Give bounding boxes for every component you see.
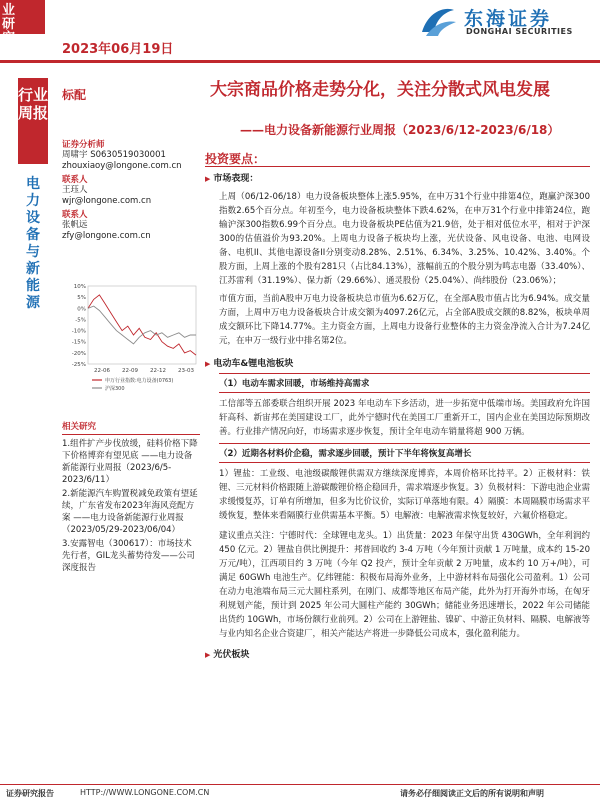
section-heading: 投资要点： xyxy=(205,152,266,166)
y-tick-label: -15% xyxy=(71,339,86,346)
y-tick-label: -25% xyxy=(71,362,86,368)
related-label: 相关研究 xyxy=(62,420,200,435)
recommend-paragraph: 建议重点关注：宁德时代：全球锂电龙头。1）出货量：2023 年保守出货 430GWh，全年利润约 450 亿元。2）锂盐自供比例提升：邦普回收约 3-4 万吨（今年预计贡献 1 万吨量，成本约 15-20 万元/吨），江西项目约 3 万吨（今年 Q2 投产，预计全年贡献 2 万吨量，成本约 10 万+/吨），可满足 60GWh 电池生产。亿纬锂能：积极布局海外业务，上中游材料布局强化公司盈利。1）公司在动力电池端布局三元大圆柱系列，在刚门、成都等地区布局产能，此外为打开海外市场，在匈牙利规划产能，预计到 2025 年公司大圆柱产能约 30GWh；储能业务迅速增长，2022 年公司储能出货约 10GWh，市场份额行业前列。2）公司在上游锂盐、镍矿、中游正负材料、隔膜、电解液等与业内知名企业合资建厂，相关产能达产将进一步降低公司成本，强化盈利能力。 xyxy=(219,531,590,639)
main-content xyxy=(205,171,590,660)
x-tick-label: 23-03 xyxy=(178,368,194,374)
report-category-label: 行业周报 xyxy=(18,78,48,164)
ev-subheading: （1）电动车需求回暖，市场维持高需求 xyxy=(219,379,370,389)
ev-paragraph: 1）锂盐：工业级、电池级碳酸锂供需双方继续深度博弈，本周价格环比持平。2）正极材料：铁锂、三元材料价格跟随上游碳酸锂价格企稳回升，需求端逐步恢复。3）负极材料：下游电池企业需求缓慢复苏，订单有所增加，但多为比价议价，实际订单落地有限。4）隔膜：本周隔膜市场需求平缓恢复，整体来看隔膜行业供需基本平衡。5）电解液：电解液需求恢复较好，六氟价格稳定。 xyxy=(219,469,590,521)
footer-url[interactable]: HTTP://WWW.LONGONE.COM.CN xyxy=(80,788,210,797)
contact-email[interactable]: wjr@longone.com.cn xyxy=(62,196,152,206)
y-tick-label: -10% xyxy=(71,328,86,335)
sub-rule xyxy=(219,462,590,463)
y-tick-label: 5% xyxy=(77,295,86,302)
x-tick-label: 22-12 xyxy=(150,368,166,374)
market-heading: ▶ 市场表现： xyxy=(205,171,590,184)
ev-paragraph: 工信部等五部委联合组织开展 2023 年电动车下乡活动，进一步拓宽中低端市场。美国政府允许国轩高科、新宙邦在美国建设工厂，此外宁德时代在美国工厂重新开工，国内企业在美国边际预期改善。行业排产情况向好，市场需求逐步恢复，预计全年电动车销量将超 900 万辆。 xyxy=(219,399,590,437)
analyst-name: 周啸宇 S0630519030001 xyxy=(62,150,166,160)
section-rule xyxy=(205,166,590,167)
footer-disclaimer: 请务必仔细阅读正文后的所有说明和声明 xyxy=(400,789,544,798)
brand-name-en: DONGHAI SECURITIES xyxy=(466,27,573,36)
wave-logo-icon xyxy=(418,2,458,40)
analyst-label: 证券分析师 xyxy=(62,140,105,150)
analyst-email[interactable]: zhouxiaoy@longone.com.cn xyxy=(62,161,182,171)
x-tick-label: 22-06 xyxy=(94,368,110,374)
related-research xyxy=(62,420,200,574)
industry-rating: 标配 xyxy=(62,88,87,102)
ev-heading: ▶ 电动车&锂电池板块 xyxy=(205,356,590,369)
brand-name-cn: 东海证券 xyxy=(464,8,553,30)
footer-label: 证券研究报告 xyxy=(6,789,54,798)
contact-name: 王珏人 xyxy=(62,185,88,195)
report-date: 2023年06月19日 xyxy=(62,42,174,57)
x-tick-label: 22-09 xyxy=(122,368,138,374)
pv-heading: ▶ 光伏板块 xyxy=(205,647,590,660)
series-line xyxy=(88,295,196,355)
analyst-block xyxy=(62,138,202,242)
contact-email[interactable]: zfy@longone.com.cn xyxy=(62,231,151,241)
y-tick-label: 0% xyxy=(77,306,86,313)
report-type-tab xyxy=(0,0,45,46)
market-paragraph: 市值方面，当前A股申万电力设备板块总市值为6.62万亿，在全部A股市值占比为6.94%。成交量方面，上周申万电力设备板块合计成交额为4097.26亿元，占全部A股成交额的8.82%，板块单周成交额环比下降14.77%。主力资金方面，上周电力设备行业整体的主力资金净流入合计为7.24亿元，在申万一级行业中排名第2位。 xyxy=(219,294,590,346)
report-type-text: 业研究 xyxy=(2,3,16,46)
plot-frame xyxy=(88,286,196,364)
footer-rule xyxy=(0,784,600,785)
series-line xyxy=(88,306,196,344)
contact-label: 联系人 xyxy=(62,175,88,185)
sub-rule xyxy=(219,392,590,393)
performance-chart xyxy=(62,282,202,398)
report-subtitle: ——电力设备新能源行业周报（2023/6/12-2023/6/18） xyxy=(240,123,560,137)
y-tick-label: -5% xyxy=(75,317,86,324)
ev-subheading: （2）近期各材料价企稳，需求逐步回暖，预计下半年将恢复高增长 xyxy=(219,449,472,459)
related-item[interactable]: 1.组件扩产步伐放缓，硅料价格下降下价格博弈有望见底 ——电力设备新能源行业周报（2023/6/5-2023/6/11） xyxy=(62,439,198,485)
related-item[interactable]: 2.新能源汽车购置税减免政策有望延续，广东省发布2023年海风竞配方案 ——电力设备新能源行业周报（2023/05/29-2023/06/04） xyxy=(62,489,198,535)
market-paragraph: 上周（06/12-06/18）电力设备板块整体上涨5.95%，在申万31个行业中排第4位，跑赢沪深300指数2.65个百分点。年初至今，电力设备板块整体下跌4.62%，在申万31个行业中排第24位，跑输沪深300指数6.99个百分点。电力设备板块PE估值为21.9倍，处于相对低位水平，相对于沪深300的估值溢价为93.20%。上周电力设备子板块均上涨，光伏设备、风电设备、电池、电网设备、电机II、其他电源设备II分别变动8.28%、2.51%、6.34%、3.25%、10.42%、3.40%。个股方面，上周上涨的个股有281只（占比84.13%），涨幅前五的个股分别为鸣志电器（33.40%）、江苏雷利（31.19%）、保力新（29.66%）、通灵股份（25.04%）、尚纬股份（23.06%）； xyxy=(219,192,590,286)
contact-name: 张帆远 xyxy=(62,220,88,230)
legend-label: 申万行业指数:电力设备(0763) xyxy=(105,378,174,384)
legend-label: 沪深300 xyxy=(105,386,125,392)
y-tick-label: 10% xyxy=(73,284,86,290)
related-item[interactable]: 3.安露智电（300617）：市场技术先行者，GIL龙头蓄势待发——公司深度报告 xyxy=(62,539,195,573)
header-rule xyxy=(0,60,600,63)
y-tick-label: -20% xyxy=(71,350,86,357)
report-title: 大宗商品价格走势分化，关注分散式风电发展 xyxy=(210,80,550,100)
brand-logo xyxy=(418,2,588,42)
contact-label: 联系人 xyxy=(62,210,88,220)
sector-label: 电力设备与新能源 xyxy=(26,176,40,311)
